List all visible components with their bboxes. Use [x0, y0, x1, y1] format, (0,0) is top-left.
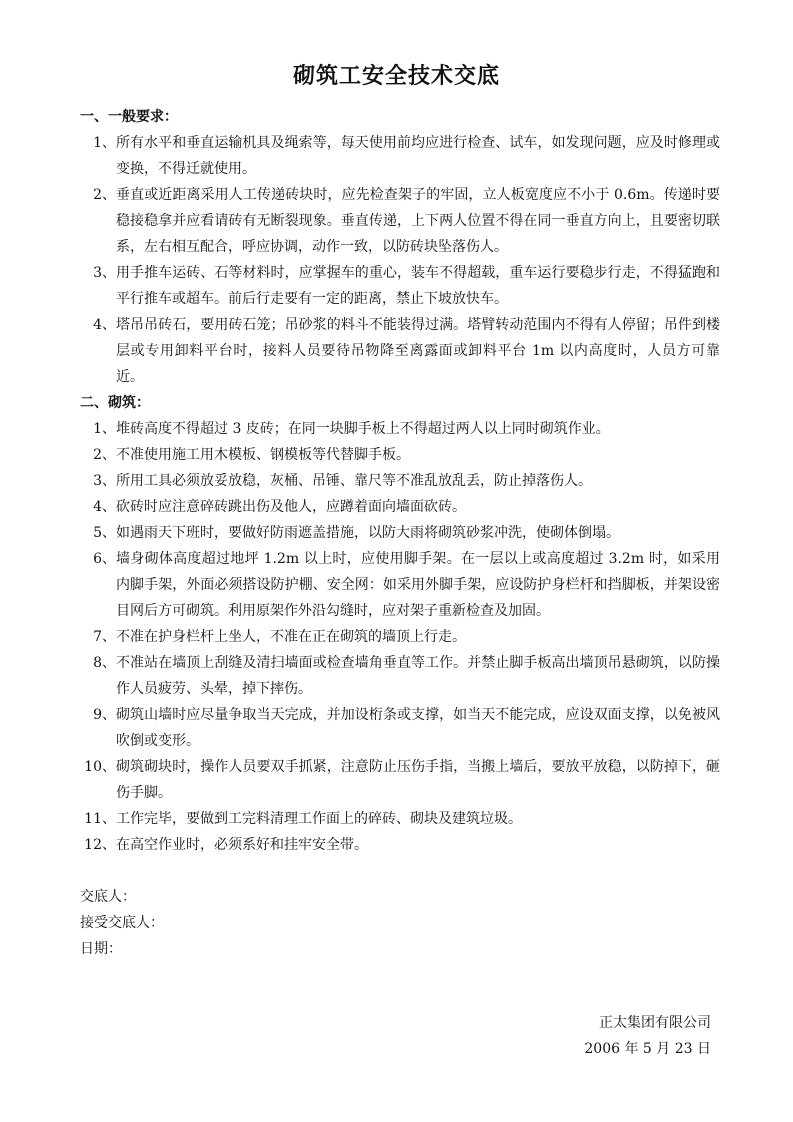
- item-number: 4、: [93, 317, 116, 333]
- issue-date: 2006 年 5 月 23 日: [584, 1041, 711, 1057]
- list-item: [80, 182, 720, 260]
- item-text: 所有水平和垂直运输机具及绳索等，每天使用前均应进行检查、试车，如发现问题，应及时修理或变换，不得迁就使用。: [116, 135, 720, 177]
- item-number: 4、: [93, 499, 116, 515]
- item-number: 1、: [93, 135, 116, 151]
- list-item: [80, 650, 720, 702]
- list-item: [80, 702, 720, 754]
- document-title: 砌筑工安全技术交底: [292, 64, 500, 89]
- date-label: 日期：: [80, 941, 122, 957]
- item-text: 如遇雨天下班时，要做好防雨遮盖措施，以防大雨将砌筑砂浆冲洗，使砌体倒塌。: [116, 525, 620, 541]
- list-item: [80, 546, 720, 624]
- item-text: 垂直或近距离采用人工传递砖块时，应先检查架子的牢固，立人板宽度应不小于 0.6m。传递时要稳接稳拿并应看请砖有无断裂现象。垂直传递，上下两人位置不得在同一垂直方向上，且要密切联系，左右相互配合，呼应协调，动作一致，以防砖块坠落伤人。: [116, 187, 720, 255]
- item-text: 塔吊吊砖石，要用砖石笼；吊砂浆的料斗不能装得过满。塔臂转动范围内不得有人停留；吊件到楼层或专用卸料平台时，接料人员要待吊物降至离露面或卸料平台 1m 以内高度时，人员方可靠近。: [116, 317, 720, 385]
- item-text: 用手推车运砖、石等材料时，应掌握车的重心，装车不得超载，重车运行要稳步行走，不得猛跑和平行推车或超车。前后行走要有一定的距离，禁止下坡放快车。: [116, 265, 720, 307]
- item-number: 6、: [93, 551, 116, 567]
- document-body: [80, 104, 720, 962]
- list-item: [80, 494, 720, 520]
- signoff-block: [80, 884, 720, 962]
- item-text: 砌筑山墙时应尽量争取当天完成，并加设桁条或支撑，如当天不能完成，应设双面支撑，以免被风吹倒或变形。: [116, 707, 720, 749]
- item-text: 所用工具必须放妥放稳，灰桶、吊锤、靠尺等不准乱放乱丢，防止掉落伤人。: [116, 473, 592, 489]
- item-number: 1、: [93, 421, 116, 437]
- item-number: 2、: [93, 447, 116, 463]
- item-number: 8、: [93, 655, 116, 671]
- item-number: 7、: [93, 629, 116, 645]
- list-item: [80, 806, 720, 832]
- list-item: [80, 832, 720, 858]
- item-text: 在高空作业时，必须系好和挂牢安全带。: [116, 837, 368, 853]
- list-item: [80, 468, 720, 494]
- section-heading-general: 一、一般要求：: [80, 109, 178, 125]
- item-text: 工作完毕，要做到工完料清理工作面上的碎砖、砌块及建筑垃圾。: [116, 811, 522, 827]
- item-number: 10、: [84, 759, 116, 775]
- list-item: [80, 624, 720, 650]
- item-text: 不准站在墙顶上刮缝及清扫墙面或检查墙角垂直等工作。并禁止脚手板高出墙顶吊悬砌筑，以防操作人员疲劳、头晕，掉下摔伤。: [116, 655, 720, 697]
- list-item: [80, 754, 720, 806]
- item-text: 不准在护身栏杆上坐人，不准在正在砌筑的墙顶上行走。: [116, 629, 466, 645]
- item-number: 9、: [93, 707, 116, 723]
- item-text: 堆砖高度不得超过 3 皮砖；在同一块脚手板上不得超过两人以上同时砌筑作业。: [116, 421, 610, 437]
- section-heading-masonry: 二、砌筑：: [80, 395, 150, 411]
- list-item: [80, 260, 720, 312]
- company-block: [584, 1010, 711, 1062]
- receiver-label: 接受交底人：: [80, 915, 164, 931]
- list-item: [80, 520, 720, 546]
- item-text: 砍砖时应注意碎砖跳出伤及他人，应蹲着面向墙面砍砖。: [116, 499, 466, 515]
- item-number: 12、: [84, 837, 116, 853]
- company-name: 正太集团有限公司: [599, 1015, 711, 1031]
- item-number: 3、: [93, 473, 116, 489]
- item-number: 3、: [93, 265, 116, 281]
- item-text: 砌筑砌块时，操作人员要双手抓紧，注意防止压伤手指，当搬上墙后，要放平放稳，以防掉下，砸伤手脚。: [116, 759, 720, 801]
- item-number: 5、: [93, 525, 116, 541]
- item-text: 墙身砌体高度超过地坪 1.2m 以上时，应使用脚手架。在一层以上或高度超过 3.2m 时，如采用内脚手架，外面必须搭设防护棚、安全网：如采用外脚手架，应设防护身栏杆和挡脚板，并架设密目网后方可砌筑。利用原架作外沿勾缝时，应对架子重新检查及加固。: [116, 551, 720, 619]
- item-number: 2、: [93, 187, 116, 203]
- item-text: 不准使用施工用木模板、钢模板等代替脚手板。: [116, 447, 410, 463]
- item-number: 11、: [84, 811, 116, 827]
- list-item: [80, 312, 720, 390]
- handover-person-label: 交底人：: [80, 889, 136, 905]
- list-item: [80, 442, 720, 468]
- list-item: [80, 130, 720, 182]
- list-item: [80, 416, 720, 442]
